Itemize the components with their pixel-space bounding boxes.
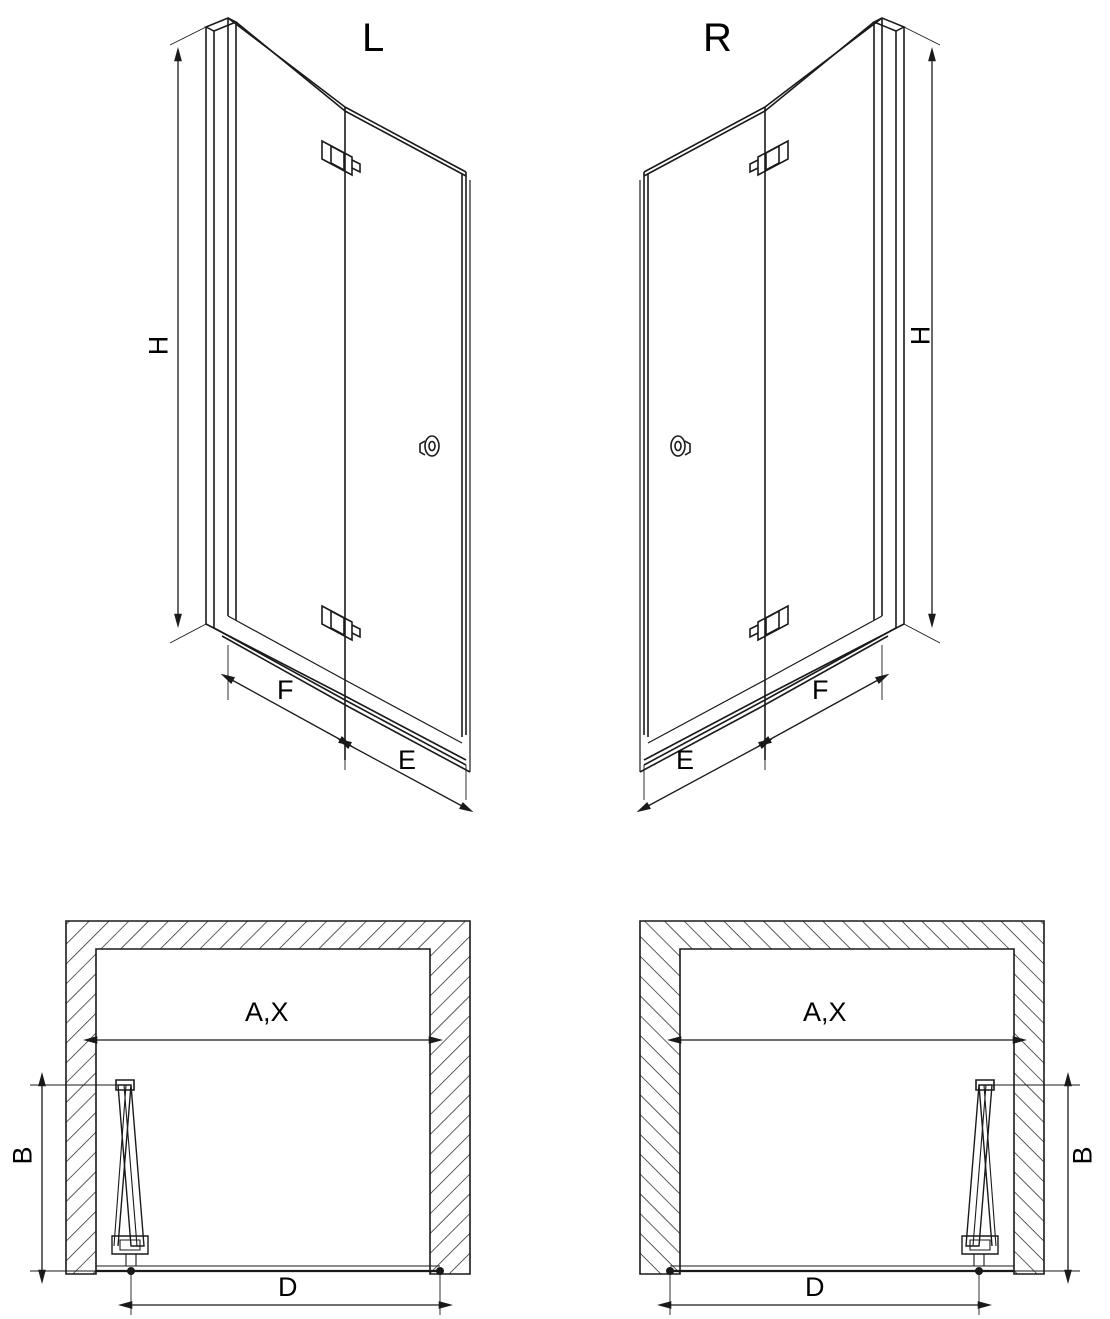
dim-fixed-right: F: [812, 675, 829, 705]
dim-fixed-left: F: [277, 675, 294, 705]
view-right-plan: [640, 921, 1080, 1315]
view-left-plan: [30, 921, 470, 1315]
dim-depth-left-plan: B: [7, 1146, 38, 1165]
variant-label-left: L: [362, 16, 385, 60]
dim-width-right-plan: A,X: [803, 997, 847, 1027]
dim-opening-right-plan: D: [805, 1272, 825, 1302]
dim-depth-right-plan: B: [1067, 1146, 1098, 1165]
dim-width-left-plan: A,X: [245, 997, 289, 1027]
dim-door-left: E: [398, 745, 417, 775]
view-left-perspective: [170, 18, 470, 806]
dim-height-right: H: [905, 325, 936, 346]
dim-door-right: E: [676, 745, 695, 775]
dim-opening-left-plan: D: [278, 1272, 298, 1302]
view-right-perspective: [640, 18, 940, 806]
dim-height-left: H: [143, 335, 174, 356]
variant-label-right: R: [703, 16, 732, 60]
